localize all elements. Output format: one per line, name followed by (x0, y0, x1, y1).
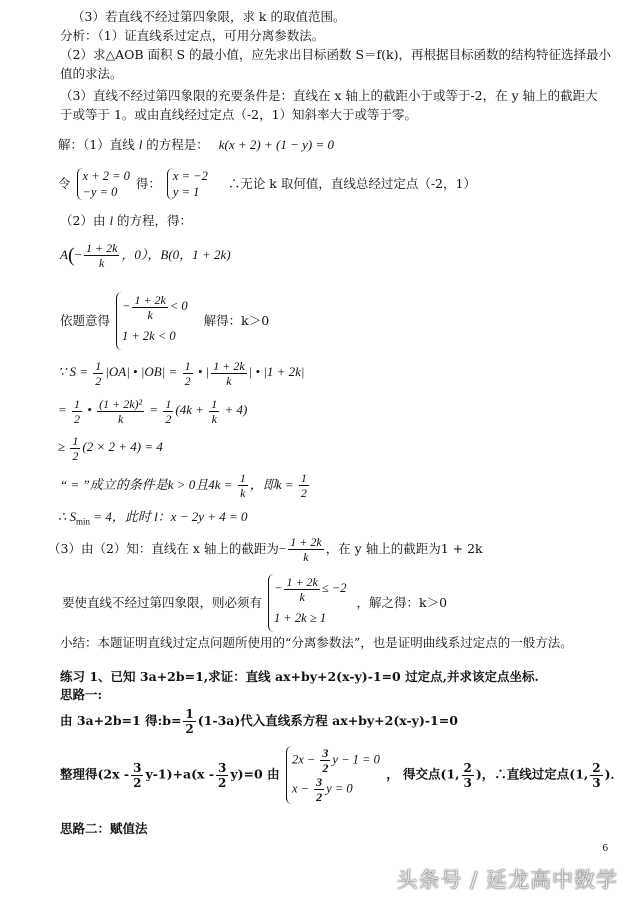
system-solve: 令 x + 2 = 0 −y = 0 得： x = −2 y = 1 ∴无论 k 取何值，直线总经过定点（-2，1） (58, 169, 476, 199)
area-line-3: ≥ $\frac{1}{2}$ (2 × 2 + 4) = 4 (58, 433, 163, 463)
condition-system: 依题意得 − $\frac{1 + 2k}{k}$ < 0 1 + 2k < 0 解得：k＞0 (60, 292, 269, 350)
idea-1: 思路一: (60, 687, 103, 702)
area-line-1: ∵ S = $\frac{1}{2}$ |OA| • |OB| = $\frac{1}{2}$ • | $\frac{1 + 2k}{k}$ | • |1 + 2k| (58, 358, 305, 388)
page-number: 6 (602, 842, 608, 854)
analysis-1: 分析：（1）证直线系过定点，可用分离参数法。 (60, 28, 325, 43)
system-2: x = −2 y = 1 (167, 168, 208, 200)
watermark: 头条号 / 延龙高中数学 (396, 868, 618, 892)
need-brace: − $\frac{1 + 2k}{k}$ ≤ −2 1 + 2k ≥ 1 (268, 574, 347, 632)
solution-2: （2）由 l 的方程，得： (60, 213, 193, 228)
equality-condition: “ = ”成立的条件是k > 0且4k = $\frac{1}{k}$ ，即k = $\frac{1}{2}$ (60, 471, 307, 500)
system-3: 2x − $\frac{3}{2}$ y − 1 = 0 x − $\frac{3}{2}$ y = 0 (286, 746, 380, 804)
system-1: x + 2 = 0 −y = 0 (77, 168, 130, 200)
summary: 小结：本题证明直线过定点问题所使用的“分离参数法”，也是证明曲线系过定点的一般方法。 (60, 635, 573, 650)
solution-1: 解：（1）直线 l 的方程是： k(x + 2) + (1 − y) = 0 (58, 137, 334, 152)
analysis-3a: （3）直线不经过第四象限的充要条件是：直线在 x 轴上的截距小于或等于-2，在 y 轴上的截距大 (60, 88, 598, 103)
idea-2: 思路二：赋值法 (60, 821, 148, 836)
line-equation: k(x + 2) + (1 − y) = 0 (218, 137, 334, 152)
analysis-2a: （2）求△AOB 面积 S 的最小值，应先求出目标函数 S＝f(k)，再根据目标函数的结构特征选择最小 (60, 47, 612, 62)
solution-3: （3）由（2）知：直线在 x 轴上的截距为− $\frac{1 + 2k}{k}$ ，在 y 轴上的截距为1 + 2k (48, 535, 483, 564)
substitution: 由 3a+2b=1 得:b= $\frac{1}{2}$ (1-3a)代入直线系方程 ax+by+2(x-y)-1=0 (60, 707, 458, 736)
need-system: 要使直线不经过第四象限，则必须有 − $\frac{1 + 2k}{k}$ ≤ −2 1 + 2k ≥ 1 ，解之得：k＞0 (62, 574, 447, 632)
area-line-2: = $\frac{1}{2}$ • $\frac{\text{(1 + 2k)²}}{k}$ = $\frac{1}{2}$ (4k + $\frac{1}{k}$ + 4) (58, 396, 248, 426)
question-3: （3）若直线不经过第四象限，求 k 的取值范围。 (72, 9, 346, 24)
analysis-3b: 于或等于 1。或由直线经过定点（-2，1）知斜率大于或等于零。 (60, 107, 418, 122)
points-ab: A(− $\frac{1 + 2k}{k}$ ，0），B(0，1 + 2k) (60, 241, 231, 270)
condition-brace: − $\frac{1 + 2k}{k}$ < 0 1 + 2k < 0 (116, 292, 188, 350)
analysis-2b: 值的求法。 (60, 66, 123, 81)
tidy-up: 整理得(2x - $\frac{3}{2}$ y-1)+a(x - $\frac{3}{2}$ y)=0 由 2x − $\frac{3}{2}$ y − 1 = 0 x − $\frac{3}{2}$ y = 0 ， 得交点(1, $\frac{2}{3}$ )，∴直线过定点(1, $\frac{2}{3}$ )． (60, 746, 624, 804)
exercise-1: 练习 1、已知 3a+2b=1,求证：直线 ax+by+2(x-y)-1=0 过定点,并求该定点坐标. (60, 669, 539, 684)
s-min: ∴ $S_{min} = 4$，此时 l：x − 2y + 4 = 0 (58, 509, 248, 527)
